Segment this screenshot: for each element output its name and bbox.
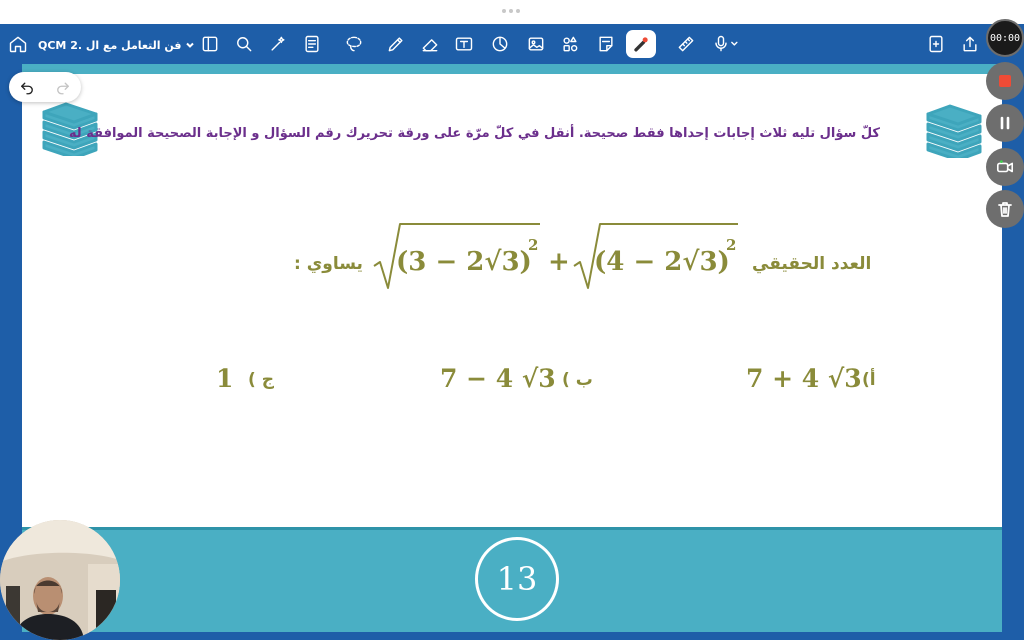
chevron-down-icon	[185, 40, 195, 50]
image-icon[interactable]	[524, 32, 548, 56]
camera-icon	[996, 158, 1014, 176]
radical-formula	[372, 218, 742, 292]
top-toolbar	[0, 24, 1024, 64]
stop-record-icon	[996, 72, 1014, 90]
term2-exponent: 2	[726, 236, 737, 254]
undo-button[interactable]	[9, 72, 45, 102]
sticky-note-icon[interactable]	[594, 32, 618, 56]
document-icon[interactable]	[300, 32, 324, 56]
books-icon	[924, 104, 984, 158]
elements-icon[interactable]	[558, 32, 582, 56]
plus-operator: +	[548, 247, 570, 277]
redo-button[interactable]	[45, 72, 81, 102]
share-icon[interactable]	[958, 32, 982, 56]
answer-a: 7 + 4 √3	[746, 364, 862, 393]
document-page	[22, 64, 1002, 632]
answer-b: 7 − 4 √3	[440, 364, 556, 393]
undo-redo-control	[9, 72, 81, 102]
home-icon[interactable]	[6, 32, 30, 56]
camera-toggle-button[interactable]	[986, 148, 1024, 186]
document-title: QCM فن التعامل مع ال .2	[38, 38, 182, 52]
add-page-icon[interactable]	[924, 32, 948, 56]
laser-pointer-tool[interactable]	[626, 30, 656, 58]
term2-inner: (4 − 2√3)	[594, 247, 730, 277]
window-grabber[interactable]	[0, 0, 1024, 24]
shapes-icon[interactable]	[488, 32, 512, 56]
magic-icon[interactable]	[266, 32, 290, 56]
grabber-dots	[502, 9, 522, 13]
answer-letter-b: ب )	[562, 370, 593, 390]
eraser-icon[interactable]	[418, 32, 442, 56]
instruction-text: كلّ سؤال تليه ثلاث إجابات إحداها فقط صحيحة. أنقل في كلّ مرّة على ورقة تحريرك رقم السؤال و الإجابة الصحيحة الموافقة له	[68, 126, 880, 141]
question-prefix: العدد الحقيقي	[752, 254, 872, 274]
microphone-icon[interactable]	[708, 32, 744, 56]
term1-inner: (3 − 2√3)	[396, 247, 532, 277]
question-suffix: يساوي :	[294, 254, 363, 274]
lasso-icon[interactable]	[342, 32, 366, 56]
document-title-menu[interactable]	[38, 36, 195, 54]
search-icon[interactable]	[232, 32, 256, 56]
answer-letter-a: أ)	[862, 370, 876, 390]
redo-icon	[54, 78, 72, 96]
answer-letter-c: ج )	[248, 370, 274, 390]
pause-button[interactable]	[986, 104, 1024, 142]
recording-timer: 00:00	[986, 19, 1024, 57]
pause-icon	[996, 114, 1014, 132]
page-top-stripe	[22, 64, 1002, 74]
pen-icon[interactable]	[384, 32, 408, 56]
page-number: 13	[475, 537, 559, 621]
delete-recording-button[interactable]	[986, 190, 1024, 228]
answer-c: 1	[216, 364, 234, 393]
undo-icon	[18, 78, 36, 96]
presenter-video	[0, 520, 120, 640]
stop-record-button[interactable]	[986, 62, 1024, 100]
text-box-icon[interactable]	[452, 32, 476, 56]
ruler-icon[interactable]	[674, 32, 698, 56]
trash-icon	[996, 200, 1014, 218]
laser-pointer-icon	[631, 34, 651, 54]
sidebar-icon[interactable]	[198, 32, 222, 56]
term1-exponent: 2	[528, 236, 539, 254]
webcam-bubble[interactable]	[0, 520, 120, 640]
